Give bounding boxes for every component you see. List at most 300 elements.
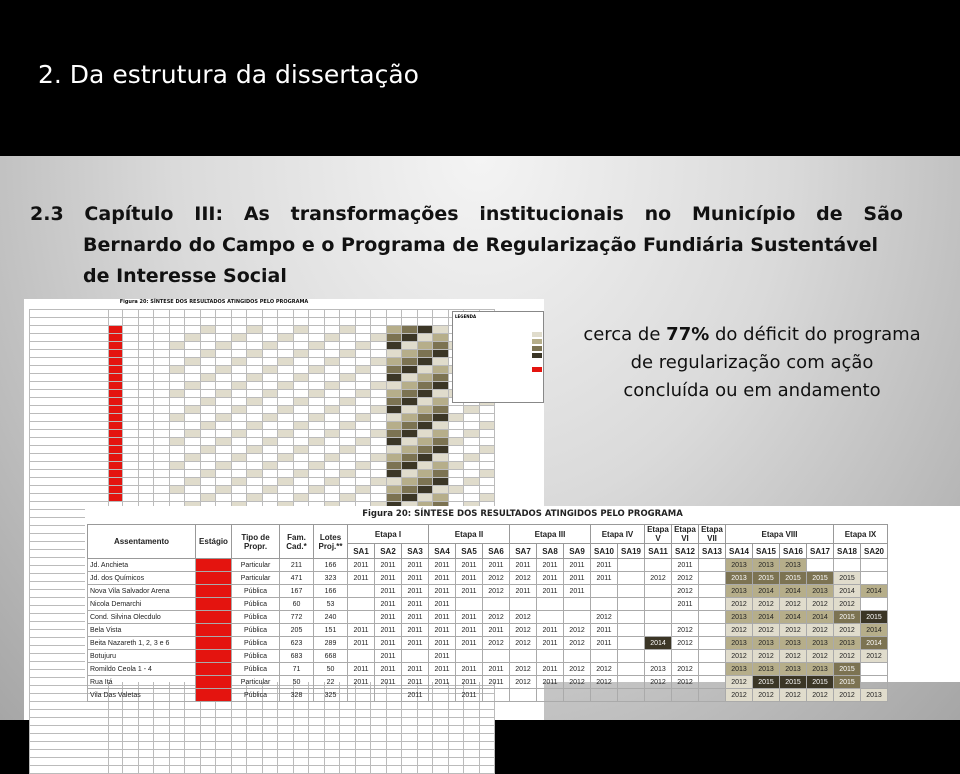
back-table-cell: [30, 766, 109, 774]
back-table-cell: [340, 734, 356, 742]
back-table-cell: [247, 390, 263, 398]
back-table-cell: [464, 742, 480, 750]
back-table-cell: [402, 470, 418, 478]
back-table-cell: [185, 734, 201, 742]
table-row: [88, 572, 888, 585]
back-table-cell: [433, 758, 449, 766]
back-table-cell: [309, 438, 325, 446]
back-table-row: [30, 430, 495, 438]
back-table-cell: [464, 422, 480, 430]
back-table-cell: [464, 702, 480, 710]
sa-header: SA10: [591, 544, 618, 559]
lotes-cell: 668: [314, 650, 348, 663]
back-table-cell: [30, 446, 109, 454]
back-table-cell: [185, 446, 201, 454]
year-cell: 2011: [456, 559, 483, 572]
back-table-cell: [448, 414, 464, 422]
year-cell: 2012: [672, 663, 699, 676]
year-cell: 2012: [726, 689, 753, 702]
back-table-cell: [123, 342, 139, 350]
back-table-cell: [231, 366, 247, 374]
back-table-cell: [417, 382, 433, 390]
year-cell: 2012: [564, 637, 591, 650]
back-table-cell: [293, 310, 309, 318]
back-table-cell: [185, 318, 201, 326]
year-cell: 2011: [537, 663, 564, 676]
year-cell: [537, 598, 564, 611]
year-cell: [510, 650, 537, 663]
back-table-cell: [231, 342, 247, 350]
back-table-cell: [417, 318, 433, 326]
back-table-cell: [231, 718, 247, 726]
back-table-cell: [231, 438, 247, 446]
back-table-cell: [340, 406, 356, 414]
year-cell: [645, 650, 672, 663]
back-table-cell: [231, 390, 247, 398]
back-table-cell: [247, 454, 263, 462]
back-table-cell: [371, 382, 387, 390]
back-table-cell: [355, 358, 371, 366]
year-cell: [348, 585, 375, 598]
year-cell: [807, 559, 834, 572]
back-table-cell: [262, 374, 278, 382]
year-cell: 2012: [807, 689, 834, 702]
back-table-cell: [479, 430, 495, 438]
back-table-cell: [138, 430, 154, 438]
back-table-cell: [293, 382, 309, 390]
back-table-cell: [324, 742, 340, 750]
back-table-cell: [309, 702, 325, 710]
year-cell: 2015: [834, 572, 861, 585]
back-table-cell: [278, 486, 294, 494]
back-table-cell: [123, 750, 139, 758]
year-cell: 2011: [375, 650, 402, 663]
back-table-cell: [479, 494, 495, 502]
lotes-cell: 240: [314, 611, 348, 624]
back-table-cell: [309, 382, 325, 390]
year-cell: [402, 650, 429, 663]
year-cell: [510, 689, 537, 702]
back-table-cell: [138, 766, 154, 774]
back-table-cell: [109, 766, 123, 774]
sa-header: SA4: [429, 544, 456, 559]
year-cell: [618, 663, 645, 676]
year-cell: 2012: [510, 676, 537, 689]
back-table-cell: [309, 478, 325, 486]
back-table-cell: [138, 326, 154, 334]
year-cell: 2011: [429, 585, 456, 598]
back-table-cell: [433, 382, 449, 390]
year-cell: 2011: [429, 572, 456, 585]
back-table-cell: [278, 438, 294, 446]
back-table-cell: [109, 470, 123, 478]
back-table-cell: [433, 350, 449, 358]
back-table-cell: [293, 470, 309, 478]
back-table-cell: [448, 406, 464, 414]
back-table-cell: [30, 390, 109, 398]
back-table-cell: [138, 726, 154, 734]
back-table-cell: [247, 334, 263, 342]
year-cell: [699, 663, 726, 676]
year-cell: 2015: [834, 611, 861, 624]
year-cell: 2011: [375, 572, 402, 585]
year-cell: 2012: [483, 611, 510, 624]
back-table-cell: [138, 358, 154, 366]
back-table-cell: [185, 702, 201, 710]
back-table-cell: [169, 438, 185, 446]
back-table-cell: [30, 334, 109, 342]
back-table-cell: [340, 462, 356, 470]
back-table-cell: [479, 446, 495, 454]
back-table-cell: [262, 478, 278, 486]
back-table-cell: [138, 758, 154, 766]
back-table-cell: [371, 702, 387, 710]
back-table-cell: [154, 358, 170, 366]
back-table-cell: [371, 390, 387, 398]
back-table-cell: [324, 718, 340, 726]
back-table-cell: [386, 422, 402, 430]
year-cell: 2011: [348, 624, 375, 637]
back-table-cell: [324, 470, 340, 478]
back-table-cell: [464, 478, 480, 486]
back-table-cell: [123, 310, 139, 318]
back-table-cell: [355, 406, 371, 414]
back-table-cell: [247, 382, 263, 390]
back-table-cell: [262, 414, 278, 422]
year-cell: 2011: [348, 676, 375, 689]
back-table-cell: [324, 326, 340, 334]
back-table-cell: [293, 358, 309, 366]
back-table-row: [30, 358, 495, 366]
back-table-cell: [340, 358, 356, 366]
back-table-cell: [293, 414, 309, 422]
back-table-cell: [154, 718, 170, 726]
back-table-cell: [262, 486, 278, 494]
back-table-cell: [293, 446, 309, 454]
back-table-cell: [402, 430, 418, 438]
back-table-cell: [293, 342, 309, 350]
back-table-cell: [479, 702, 495, 710]
year-cell: [699, 624, 726, 637]
back-table-cell: [262, 454, 278, 462]
back-table-cell: [154, 462, 170, 470]
back-table-cell: [433, 414, 449, 422]
back-table-cell: [340, 414, 356, 422]
back-table-cell: [371, 406, 387, 414]
back-table-cell: [109, 390, 123, 398]
back-table-cell: [30, 382, 109, 390]
back-table-cell: [200, 398, 216, 406]
back-table-cell: [231, 478, 247, 486]
back-table-cell: [138, 342, 154, 350]
back-table-cell: [231, 462, 247, 470]
back-table-cell: [479, 766, 495, 774]
year-cell: 2011: [429, 598, 456, 611]
back-table-cell: [30, 398, 109, 406]
callout-post: do déficit do programa: [709, 324, 921, 345]
back-table-cell: [417, 366, 433, 374]
back-table-cell: [417, 758, 433, 766]
back-table-cell: [169, 478, 185, 486]
back-table-cell: [278, 342, 294, 350]
back-table-cell: [200, 462, 216, 470]
year-cell: 2013: [834, 637, 861, 650]
back-table-cell: [231, 486, 247, 494]
year-cell: 2011: [348, 637, 375, 650]
back-table-cell: [293, 718, 309, 726]
back-table-row: [30, 334, 495, 342]
year-cell: 2013: [753, 663, 780, 676]
back-table-cell: [293, 494, 309, 502]
back-table-cell: [200, 486, 216, 494]
table-row: [88, 598, 888, 611]
back-table-cell: [340, 398, 356, 406]
back-table-cell: [154, 414, 170, 422]
back-table-cell: [324, 358, 340, 366]
back-table-cell: [278, 366, 294, 374]
results-table: [87, 524, 888, 702]
back-table-cell: [185, 438, 201, 446]
table-row: [88, 611, 888, 624]
back-table-cell: [386, 758, 402, 766]
year-cell: 2012: [510, 572, 537, 585]
year-cell: 2011: [348, 559, 375, 572]
year-cell: 2015: [753, 676, 780, 689]
back-table-cell: [417, 342, 433, 350]
back-table-cell: [464, 454, 480, 462]
sa-header: SA20: [861, 544, 888, 559]
back-table-cell: [30, 414, 109, 422]
back-table-cell: [185, 718, 201, 726]
back-table-cell: [185, 382, 201, 390]
year-cell: 2012: [807, 650, 834, 663]
back-table-cell: [433, 742, 449, 750]
year-cell: [510, 598, 537, 611]
back-table-cell: [448, 494, 464, 502]
back-table-cell: [433, 406, 449, 414]
back-table-cell: [123, 494, 139, 502]
back-table-cell: [324, 430, 340, 438]
back-table-cell: [154, 342, 170, 350]
back-table-cell: [231, 422, 247, 430]
back-table-cell: [371, 470, 387, 478]
back-table-cell: [355, 494, 371, 502]
back-table-cell: [464, 406, 480, 414]
legend-swatch: [532, 346, 542, 351]
assentamento-cell: Botujuru: [88, 650, 196, 663]
back-table-cell: [464, 750, 480, 758]
back-table-cell: [216, 750, 232, 758]
table-row: [88, 585, 888, 598]
year-cell: [618, 624, 645, 637]
back-table-cell: [200, 766, 216, 774]
back-table-cell: [355, 710, 371, 718]
tipo-cell: Pública: [232, 663, 280, 676]
back-table-cell: [309, 750, 325, 758]
back-table-cell: [355, 350, 371, 358]
back-table-cell: [293, 374, 309, 382]
back-table-cell: [109, 358, 123, 366]
back-table-cell: [340, 382, 356, 390]
back-table-cell: [278, 766, 294, 774]
back-table-cell: [402, 366, 418, 374]
back-table-cell: [433, 766, 449, 774]
year-cell: 2012: [591, 676, 618, 689]
back-table-cell: [433, 494, 449, 502]
back-table-cell: [479, 750, 495, 758]
back-table-cell: [138, 486, 154, 494]
back-table-row: [30, 742, 495, 750]
estagio-cell: [196, 598, 232, 611]
year-cell: 2011: [537, 585, 564, 598]
back-table-cell: [30, 486, 109, 494]
back-table-cell: [433, 334, 449, 342]
year-cell: [645, 689, 672, 702]
year-cell: 2012: [672, 637, 699, 650]
back-table-cell: [340, 486, 356, 494]
back-table-cell: [30, 326, 109, 334]
back-table-cell: [386, 446, 402, 454]
back-table-cell: [109, 438, 123, 446]
back-table-cell: [216, 390, 232, 398]
heading-line-2: Bernardo do Campo e o Programa de Regularização Fundiária Sustentável: [83, 234, 879, 256]
back-table-cell: [309, 310, 325, 318]
back-table-cell: [123, 462, 139, 470]
back-table-cell: [109, 478, 123, 486]
back-table-cell: [417, 430, 433, 438]
back-table-cell: [154, 702, 170, 710]
back-table-cell: [169, 326, 185, 334]
year-cell: 2011: [375, 624, 402, 637]
back-table-cell: [109, 310, 123, 318]
back-table-cell: [448, 454, 464, 462]
back-table-cell: [293, 454, 309, 462]
year-cell: 2011: [402, 637, 429, 650]
back-table-cell: [247, 758, 263, 766]
year-cell: 2012: [510, 663, 537, 676]
back-table-cell: [293, 430, 309, 438]
year-cell: [618, 637, 645, 650]
back-table-cell: [386, 750, 402, 758]
back-table-cell: [402, 406, 418, 414]
year-cell: [591, 598, 618, 611]
back-table-row: [30, 710, 495, 718]
tipo-cell: Pública: [232, 598, 280, 611]
callout-percent: 77%: [666, 324, 710, 345]
back-table-cell: [386, 350, 402, 358]
year-cell: 2013: [726, 637, 753, 650]
back-table-cell: [262, 766, 278, 774]
back-table-row: [30, 750, 495, 758]
back-table-cell: [247, 470, 263, 478]
back-table-cell: [402, 414, 418, 422]
fam-cell: 205: [280, 624, 314, 637]
back-table-cell: [185, 494, 201, 502]
back-table-cell: [355, 758, 371, 766]
back-table-cell: [109, 422, 123, 430]
back-table-cell: [30, 350, 109, 358]
back-table-cell: [464, 462, 480, 470]
back-table-cell: [169, 398, 185, 406]
back-table-cell: [433, 446, 449, 454]
back-table-cell: [169, 446, 185, 454]
slide-body: [0, 156, 960, 720]
back-table-cell: [231, 414, 247, 422]
back-table-cell: [340, 334, 356, 342]
sa-header: SA14: [726, 544, 753, 559]
year-cell: 2011: [456, 676, 483, 689]
back-table-cell: [371, 486, 387, 494]
back-table-cell: [30, 718, 109, 726]
year-cell: 2011: [564, 572, 591, 585]
back-table-cell: [324, 734, 340, 742]
back-table-cell: [433, 486, 449, 494]
back-table-cell: [417, 462, 433, 470]
back-table-cell: [216, 326, 232, 334]
back-table-cell: [216, 358, 232, 366]
back-table-cell: [30, 374, 109, 382]
year-cell: 2013: [780, 663, 807, 676]
back-table-cell: [309, 350, 325, 358]
back-table-cell: [309, 326, 325, 334]
back-table-cell: [448, 758, 464, 766]
back-table-cell: [324, 478, 340, 486]
back-table-cell: [262, 430, 278, 438]
year-cell: 2011: [591, 637, 618, 650]
assentamento-cell: Nova Vila Salvador Arena: [88, 585, 196, 598]
etapa-header-row: [88, 525, 888, 544]
back-table-cell: [30, 758, 109, 766]
back-table-cell: [309, 334, 325, 342]
back-table-cell: [154, 726, 170, 734]
back-table-cell: [324, 766, 340, 774]
back-table-cell: [324, 726, 340, 734]
back-table-cell: [231, 470, 247, 478]
back-table-cell: [309, 766, 325, 774]
back-table-cell: [247, 486, 263, 494]
tipo-cell: Pública: [232, 637, 280, 650]
back-table-cell: [355, 462, 371, 470]
year-cell: 2012: [726, 598, 753, 611]
back-table-cell: [417, 326, 433, 334]
back-table-cell: [278, 358, 294, 366]
back-table-cell: [340, 318, 356, 326]
back-table-cell: [185, 470, 201, 478]
back-table-cell: [138, 702, 154, 710]
back-table-cell: [433, 374, 449, 382]
back-table-cell: [231, 494, 247, 502]
fam-cell: 71: [280, 663, 314, 676]
back-table-cell: [278, 470, 294, 478]
back-table-cell: [247, 462, 263, 470]
year-cell: 2011: [402, 624, 429, 637]
front-table-image: [85, 506, 960, 699]
back-table-cell: [355, 382, 371, 390]
back-table-cell: [355, 366, 371, 374]
back-table-cell: [479, 486, 495, 494]
year-cell: 2012: [672, 572, 699, 585]
back-table-cell: [479, 406, 495, 414]
back-table-cell: [324, 702, 340, 710]
back-table-cell: [138, 750, 154, 758]
back-table-cell: [448, 446, 464, 454]
back-table-cell: [169, 342, 185, 350]
back-table-cell: [216, 702, 232, 710]
back-table-cell: [247, 414, 263, 422]
back-table-cell: [216, 478, 232, 486]
back-table-cell: [340, 742, 356, 750]
back-table-cell: [355, 438, 371, 446]
